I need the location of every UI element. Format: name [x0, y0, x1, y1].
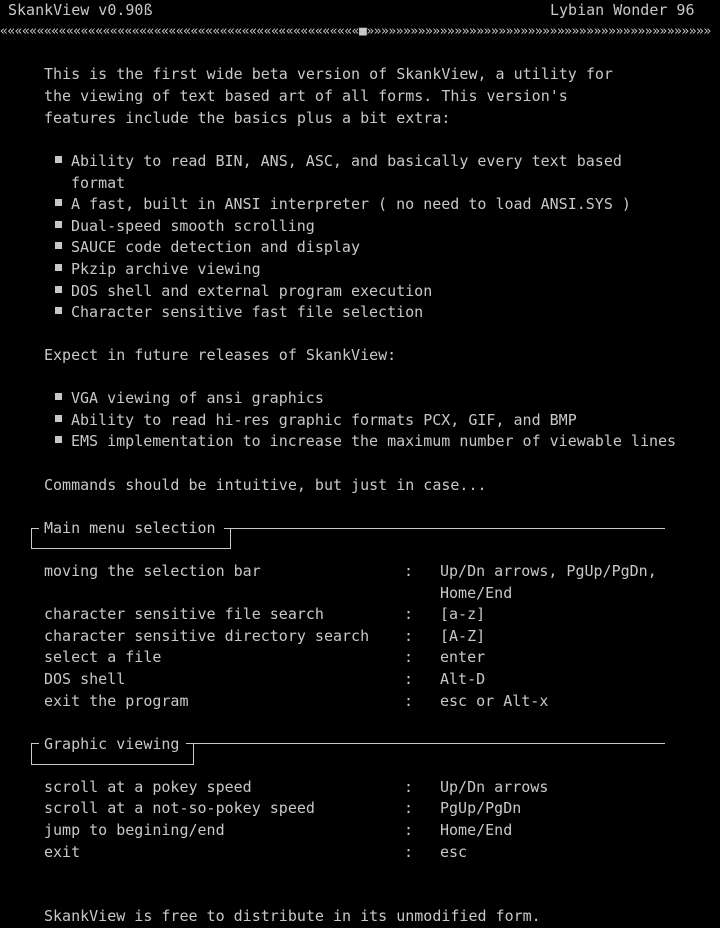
feature-item: Ability to read BIN, ANS, ASC, and basically every text based — [55, 151, 622, 173]
command-description: exit — [44, 843, 81, 861]
main-menu-title: Main menu selection — [44, 519, 216, 537]
main-menu-rule — [224, 528, 665, 529]
command-separator: : — [404, 778, 414, 796]
author-credit: Lybian Wonder 96 — [550, 1, 695, 19]
bullet-icon — [55, 242, 62, 249]
command-separator: : — [404, 562, 414, 580]
command-key: enter — [440, 648, 486, 666]
command-key: Up/Dn arrows, PgUp/PgDn, — [440, 562, 657, 580]
command-separator: : — [404, 648, 414, 666]
command-separator: : — [404, 692, 414, 710]
bullet-icon — [55, 264, 62, 271]
command-description: moving the selection bar — [44, 562, 261, 580]
scroll-position-bar[interactable]: «««««««««««««««««««««««««««««««««««««««««««««««««■»»»»»»»»»»»»»»»»»»»»»»»»»»»»»»»»»»»»»»»»»»»»»»» — [0, 24, 711, 39]
graphic-viewing-rule — [31, 743, 39, 744]
command-separator: : — [404, 605, 414, 623]
bullet-icon — [55, 199, 62, 206]
feature-item-continued: format — [71, 174, 126, 192]
command-description: character sensitive directory search — [44, 627, 370, 645]
command-key: PgUp/PgDn — [440, 799, 522, 817]
future-item: Ability to read hi-res graphic formats PCX, GIF, and BMP — [55, 410, 577, 432]
graphic-viewing-rule — [186, 743, 665, 744]
command-key: esc or Alt-x — [440, 692, 549, 710]
bullet-icon — [55, 286, 62, 293]
feature-item: A fast, built in ANSI interpreter ( no need to load ANSI.SYS ) — [55, 194, 631, 216]
future-heading: Expect in future releases of SkankView: — [44, 346, 397, 364]
bullet-icon — [55, 307, 62, 314]
command-key: [A-Z] — [440, 627, 486, 645]
command-description: exit the program — [44, 692, 189, 710]
future-item: VGA viewing of ansi graphics — [55, 388, 324, 410]
bullet-icon — [55, 436, 62, 443]
graphic-viewing-title: Graphic viewing — [44, 735, 180, 753]
command-description: DOS shell — [44, 670, 126, 688]
command-key: [a-z] — [440, 605, 486, 623]
future-item: EMS implementation to increase the maximum number of viewable lines — [55, 431, 676, 453]
command-description: character sensitive file search — [44, 605, 324, 623]
command-separator: : — [404, 821, 414, 839]
command-key: Up/Dn arrows — [440, 778, 549, 796]
main-menu-rule — [31, 528, 39, 529]
command-description: select a file — [44, 648, 162, 666]
command-separator: : — [404, 799, 414, 817]
footer-note: SkankView is free to distribute in its unmodified form. — [44, 907, 541, 925]
intro-line: features include the basics plus a bit extra: — [44, 109, 451, 127]
command-separator: : — [404, 843, 414, 861]
feature-item: Character sensitive fast file selection — [55, 302, 423, 324]
command-separator: : — [404, 627, 414, 645]
app-title: SkankView v0.90ß — [8, 1, 153, 19]
bullet-icon — [55, 415, 62, 422]
command-key: esc — [440, 843, 468, 861]
command-description: jump to begining/end — [44, 821, 225, 839]
command-key: Alt-D — [440, 670, 486, 688]
feature-item: SAUCE code detection and display — [55, 237, 360, 259]
bullet-icon — [55, 393, 62, 400]
command-separator: : — [404, 670, 414, 688]
command-description: scroll at a not-so-pokey speed — [44, 799, 315, 817]
bullet-icon — [55, 221, 62, 228]
commands-intro: Commands should be intuitive, but just in case... — [44, 476, 487, 494]
intro-line: the viewing of text based art of all forms. This version's — [44, 87, 568, 105]
feature-item: Dual-speed smooth scrolling — [55, 216, 315, 238]
command-key: Home/End — [440, 584, 513, 602]
feature-item: Pkzip archive viewing — [55, 259, 261, 281]
bullet-icon — [55, 156, 62, 163]
command-description: scroll at a pokey speed — [44, 778, 252, 796]
feature-item: DOS shell and external program execution — [55, 281, 432, 303]
intro-line: This is the first wide beta version of SkankView, a utility for — [44, 65, 613, 83]
command-key: Home/End — [440, 821, 513, 839]
